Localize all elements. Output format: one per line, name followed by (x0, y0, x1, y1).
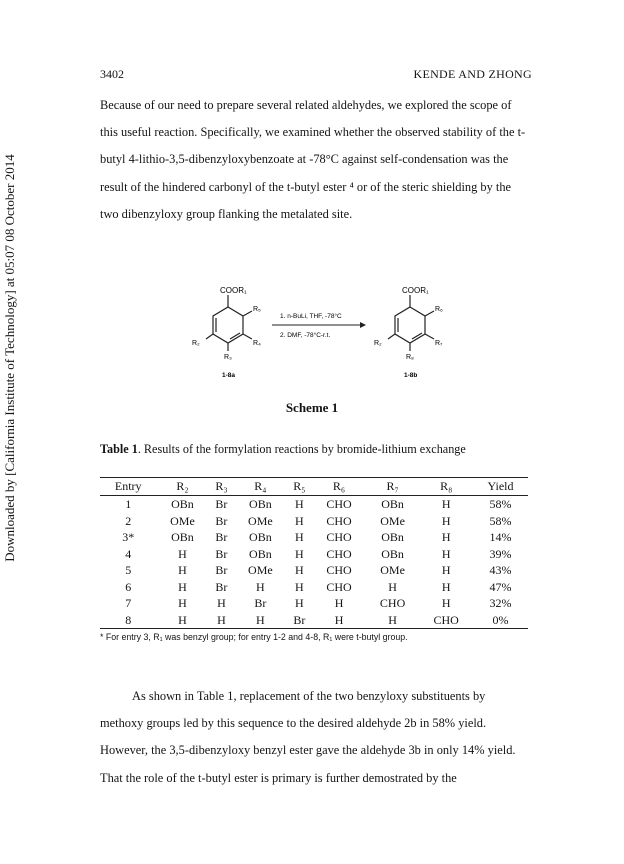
table-cell: H (234, 612, 286, 629)
table-cell: OBn (249, 497, 272, 511)
table-cell: 4 (125, 546, 132, 561)
col-r6: R₆ (312, 478, 366, 496)
table-cell: Br (215, 579, 228, 594)
table-cell: CHO (379, 596, 406, 610)
table-cell: H (334, 596, 344, 610)
right-coor1-label: COOR₁ (402, 286, 429, 295)
table-cell: 43% (489, 563, 512, 577)
table-cell: OMe (380, 563, 405, 577)
table-cell: CHO (326, 513, 352, 528)
table-cell: H (295, 579, 304, 594)
table-cell: CHO (326, 579, 352, 594)
arrow-head (360, 322, 366, 328)
right-r6-label: R₆ (435, 306, 443, 313)
table-cell: H (209, 612, 235, 629)
table-cell: H (295, 563, 304, 577)
table-cell: CHO (326, 530, 352, 544)
table-caption (100, 442, 466, 457)
col-r2: R₂ (156, 478, 208, 496)
table-cell: 32% (489, 596, 512, 610)
table-cell: 3* (122, 530, 135, 544)
table-cell: Br (215, 563, 228, 577)
table-cell: H (295, 596, 304, 610)
col-r8: R₈ (419, 478, 473, 496)
table-cell: OMe (170, 513, 195, 528)
left-compound-label: 1-8a (222, 372, 236, 379)
col-yield: Yield (473, 478, 528, 496)
left-r4-label: R₄ (253, 340, 261, 347)
table-row (100, 529, 528, 546)
paragraph-intro: Because of our need to prepare several related aldehydes, we explored the scope of this useful reaction. Specifically, we examined whether the observed stability of the t-butyl 4-lithio-3,5-dibenzyloxybenzoate at -78°C against self-condensation was the result of the hindered carbonyl of the t-butyl ester ⁴ or of the steric shielding by the two dibenzyloxy group flanking the metalated site. (100, 98, 526, 221)
table-row (100, 579, 528, 596)
right-r2-label: R₂ (374, 340, 382, 347)
table-cell: 58% (489, 497, 512, 511)
table-cell: H (441, 579, 451, 594)
table-cell: H (256, 579, 265, 594)
reagent-step1: 1. n-BuLi, THF, -78°C (280, 313, 342, 320)
col-r7: R₇ (366, 478, 420, 496)
table-cell: OBn (381, 530, 404, 544)
table-cell: CHO (326, 563, 352, 577)
left-coor1-label: COOR₁ (220, 286, 247, 295)
table-row (100, 612, 528, 629)
table-row (100, 562, 528, 579)
table-cell: 39% (489, 546, 512, 561)
table-row (100, 546, 528, 563)
table-row (100, 513, 528, 530)
table-cell: 8 (100, 612, 156, 629)
table-caption-text: . Results of the formylation reactions by bromide-lithium exchange (137, 442, 466, 456)
right-benzene-ring (388, 295, 434, 351)
table-cell: H (441, 497, 451, 511)
table-cell: H (295, 530, 304, 544)
scheme-caption: Scheme 1 (285, 400, 339, 415)
table-cell: Br (215, 497, 228, 511)
table-cell: CHO (326, 546, 352, 561)
table-cell: OBn (249, 546, 272, 561)
table-caption-label: Table 1 (100, 442, 138, 456)
results-table (100, 477, 528, 629)
right-compound-label: 1-8b (404, 372, 418, 379)
table-cell: H (295, 513, 304, 528)
table-cell: CHO (419, 612, 473, 629)
table-cell: H (441, 530, 451, 544)
table-cell: H (295, 546, 304, 561)
table-cell: 0% (473, 612, 528, 629)
paragraph-results: As shown in Table 1, replacement of the two benzyloxy substituents by methoxy groups led by this sequence to the desired aldehyde 2b in 58% yield. However, the 3,5-dibenzyloxy benzyl ester gave the aldehyde 3b in only 14% yield. That the role of the t-butyl ester is primary is further demostrated by the (100, 689, 516, 785)
table-cell: Br (254, 596, 267, 610)
left-r2-label: R₂ (192, 340, 200, 347)
left-r5-label: R₅ (253, 306, 261, 313)
table-cell: 47% (489, 579, 512, 594)
table-cell: H (295, 497, 304, 511)
table-cell: H (156, 612, 208, 629)
table-cell: OBn (381, 546, 404, 561)
reaction-scheme (180, 285, 470, 385)
table-cell: OBn (249, 530, 272, 544)
download-notice: Downloaded by [California Institute of Technology] at 05:07 08 October 2014 (2, 154, 17, 562)
table-cell: OMe (248, 513, 273, 528)
table-cell: H (178, 563, 187, 577)
table-cell: OBn (171, 530, 194, 544)
table-row (100, 595, 528, 612)
table-cell: OBn (171, 497, 194, 511)
right-r8-label: R₈ (406, 354, 414, 361)
table-cell: CHO (326, 497, 352, 511)
table-header-row (100, 478, 528, 496)
right-r7-label: R₇ (435, 340, 443, 347)
table-cell: H (441, 546, 451, 561)
running-title: KENDE AND ZHONG (413, 67, 532, 81)
table-cell: H (178, 546, 187, 561)
table-cell: OBn (381, 497, 404, 511)
table-cell: Br (286, 612, 312, 629)
table-cell: Br (215, 513, 228, 528)
table-cell: 7 (125, 596, 132, 610)
col-r4: R₄ (234, 478, 286, 496)
table-cell: Br (215, 546, 228, 561)
table-cell: Br (215, 530, 228, 544)
table-cell: 58% (489, 513, 512, 528)
table-cell: H (312, 612, 366, 629)
page-number: 3402 (100, 67, 124, 81)
table-cell: H (366, 612, 420, 629)
table-cell: H (178, 596, 187, 610)
table-cell: H (217, 596, 226, 610)
table-cell: 14% (489, 530, 512, 544)
table-cell: H (178, 579, 187, 594)
table-cell: 2 (125, 513, 132, 528)
table-cell: H (441, 596, 451, 610)
col-r5: R₅ (286, 478, 312, 496)
col-entry: Entry (100, 478, 156, 496)
table-row (100, 496, 528, 513)
table-cell: 5 (125, 563, 132, 577)
table-cell: H (441, 513, 451, 528)
table-cell: OMe (380, 513, 405, 528)
table-cell: 6 (125, 579, 132, 594)
table-cell: OMe (248, 563, 273, 577)
left-r3-label: R₃ (224, 354, 232, 361)
reagent-step2: 2. DMF, -78°C-r.t. (280, 332, 331, 339)
left-benzene-ring (206, 295, 252, 351)
col-r3: R₃ (209, 478, 235, 496)
table-cell: 1 (125, 497, 132, 511)
table-cell: H (441, 563, 451, 577)
table-footnote: * For entry 3, R₁ was benzyl group; for entry 1-2 and 4-8, R₁ were t-butyl group. (100, 632, 408, 642)
table-cell: H (388, 579, 397, 594)
